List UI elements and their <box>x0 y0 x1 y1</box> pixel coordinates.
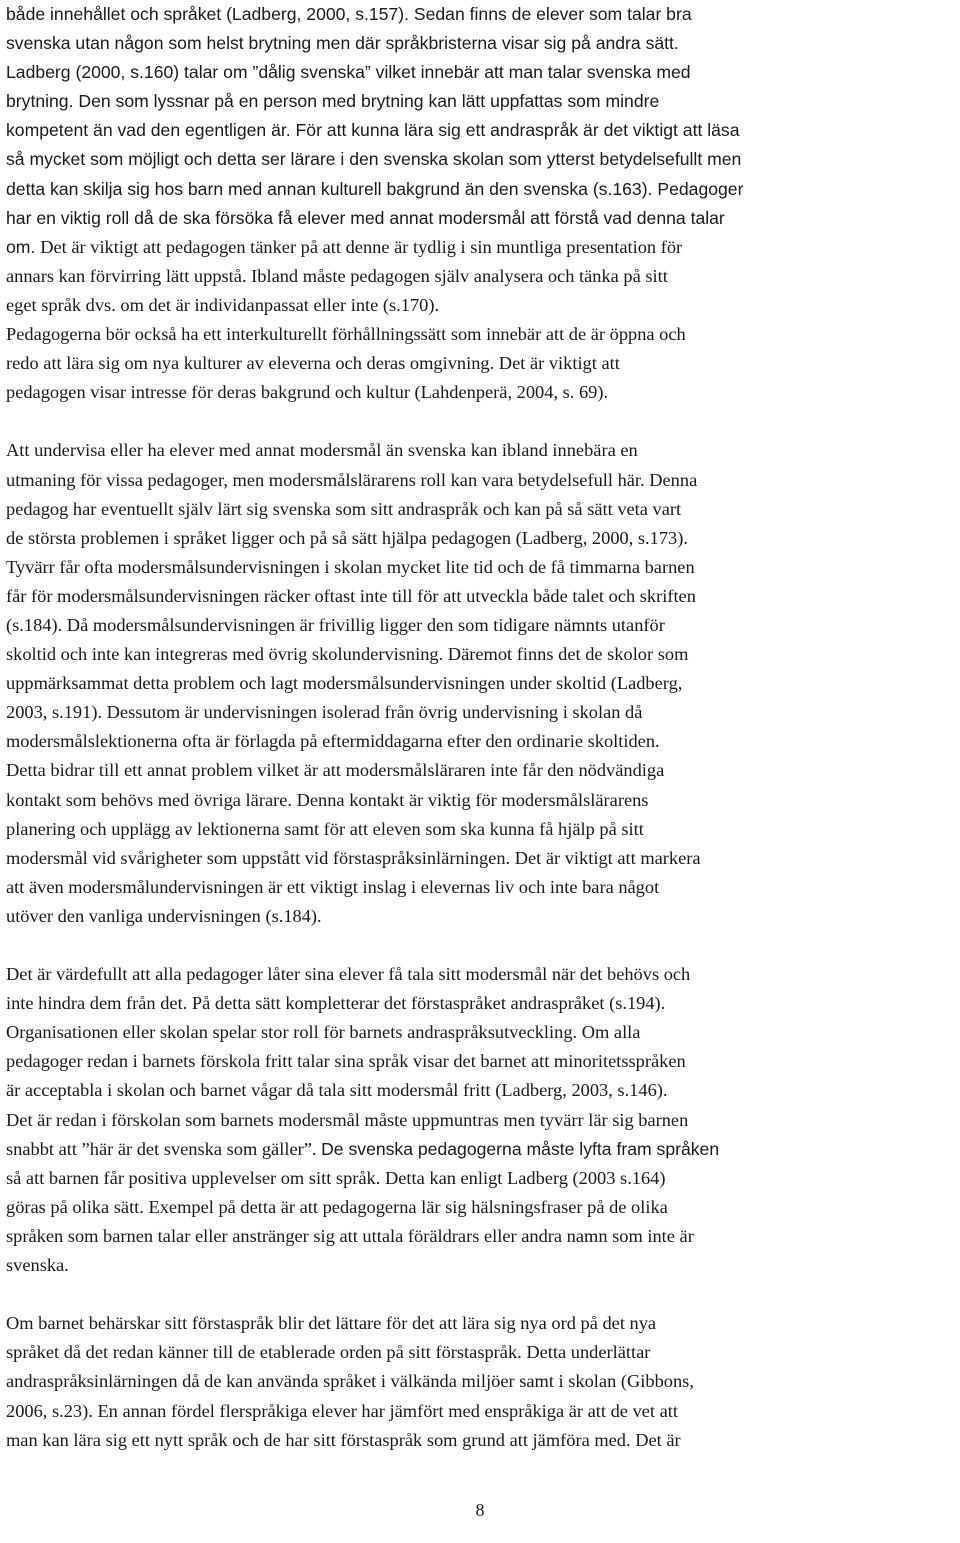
text-segment: Ladberg (2000, s.160) talar om ”dålig svenska” vilket innebär att man talar svenska med <box>6 62 691 83</box>
page-number: 8 <box>475 1500 485 1520</box>
text-segment: språket då det redan känner till de etablerade orden på sitt förstaspråk. Detta underlättar <box>6 1342 651 1363</box>
text-line <box>6 436 960 465</box>
text-line <box>6 0 960 29</box>
text-line <box>6 1222 960 1251</box>
text-line <box>6 349 960 378</box>
text-line <box>6 233 960 262</box>
text-line <box>6 960 960 989</box>
text-line <box>6 320 960 349</box>
paragraph-gap <box>6 1280 960 1309</box>
text-segment: Det är värdefullt att alla pedagoger låter sina elever få tala sitt modersmål när det behövs och <box>6 964 691 985</box>
text-segment: är acceptabla i skolan och barnet vågar då tala sitt modersmål fritt (Ladberg, 2003, s.146). <box>6 1080 668 1101</box>
text-line <box>6 1047 960 1076</box>
text-segment: planering och upplägg av lektionerna samt för att eleven som ska kunna få hjälp på sitt <box>6 818 644 839</box>
text-line <box>6 1251 960 1280</box>
text-line <box>6 1164 960 1193</box>
text-segment: andraspråksinlärningen då de kan använda språket i välkända miljöer samt i skolan (Gibbons, <box>6 1371 694 1392</box>
text-segment: att även modersmålundervisningen är ett viktigt inslag i elevernas liv och inte bara något <box>6 876 660 897</box>
text-segment: uppmärksammat detta problem och lagt modersmålsundervisningen under skoltid (Ladberg, <box>6 673 683 694</box>
text-line <box>6 1076 960 1105</box>
text-segment: redo att lära sig om nya kulturer av eleverna och deras omgivning. Det är viktigt att <box>6 353 620 374</box>
text-line <box>6 727 960 756</box>
text-segment: Pedagogerna bör också ha ett interkulturellt förhållningssätt som innebär att de är öppna och <box>6 324 686 345</box>
text-segment: så att barnen får positiva upplevelser om sitt språk. Detta kan enligt Ladberg (2003 s.164) <box>6 1167 666 1188</box>
text-line <box>6 87 960 116</box>
text-line <box>6 145 960 174</box>
text-line <box>6 291 960 320</box>
text-line <box>6 815 960 844</box>
text-segment: kontakt som behövs med övriga lärare. Denna kontakt är viktig för modersmålslärarens <box>6 789 649 810</box>
text-segment: 2003, s.191). Dessutom är undervisningen isolerad från övrig undervisning i skolan då <box>6 702 643 723</box>
text-segment: De svenska pedagogerna måste lyfta fram språken <box>321 1138 720 1159</box>
paragraph <box>6 960 960 1280</box>
text-line <box>6 524 960 553</box>
paragraph <box>6 0 960 407</box>
text-segment: man kan lära sig ett nytt språk och de har sitt förstaspråk som grund att jämföra med. Det är <box>6 1429 681 1450</box>
text-line <box>6 1367 960 1396</box>
text-line <box>6 29 960 58</box>
text-line <box>6 1397 960 1426</box>
text-segment: snabbt att ”här är det svenska som gäller”. <box>6 1138 322 1159</box>
text-line <box>6 669 960 698</box>
text-segment: Organisationen eller skolan spelar stor roll för barnets andraspråksutveckling. Om alla <box>6 1022 641 1043</box>
text-segment: svenska. <box>6 1255 69 1276</box>
text-line <box>6 1338 960 1367</box>
text-segment: Att undervisa eller ha elever med annat modersmål än svenska kan ibland innebära en <box>6 440 638 461</box>
text-segment: utöver den vanliga undervisningen (s.184). <box>6 905 322 926</box>
text-line <box>6 1135 960 1164</box>
text-segment: utmaning för vissa pedagoger, men modersmålslärarens roll kan vara betydelsefull här. Denna <box>6 469 698 490</box>
text-segment: modersmålslektionerna ofta är förlagda på eftermiddagarna efter den ordinarie skoltiden. <box>6 731 660 752</box>
text-segment: göras på olika sätt. Exempel på detta är att pedagogerna lär sig hälsningsfraser på de olika <box>6 1196 668 1217</box>
text-segment: språken som barnen talar eller anstränger sig att uttala föräldrars eller andra namn som inte är <box>6 1225 694 1246</box>
text-segment: (s.184). Då modersmålsundervisningen är frivillig ligger den som tidigare nämnts utanför <box>6 614 665 635</box>
text-segment: får för modersmålsundervisningen räcker oftast inte till för att utveckla både talet och skriften <box>6 585 696 606</box>
text-segment: både innehållet och språket (Ladberg, 2000, s.157). Sedan finns de elever som talar bra <box>6 4 692 24</box>
text-segment: de största problemen i språket ligger och på så sätt hjälpa pedagogen (Ladberg, 2000, s.173). <box>6 527 688 548</box>
text-line <box>6 378 960 407</box>
text-segment: om. <box>6 236 41 257</box>
text-line <box>6 873 960 902</box>
text-line <box>6 756 960 785</box>
text-segment: modersmål vid svårigheter som uppstått vid förstaspråksinlärningen. Det är viktigt att markera <box>6 847 701 868</box>
text-line <box>6 1309 960 1338</box>
text-line <box>6 902 960 931</box>
text-line <box>6 175 960 204</box>
paragraph <box>6 436 960 931</box>
text-line <box>6 116 960 145</box>
text-line <box>6 495 960 524</box>
text-segment: pedagog har eventuellt själv lärt sig svenska som sitt andraspråk och kan på så sätt veta vart <box>6 498 682 519</box>
text-segment: inte hindra dem från det. På detta sätt kompletterar det förstaspråket andraspråket (s.194). <box>6 993 666 1014</box>
text-segment: brytning. Den som lyssnar på en person med brytning kan lätt uppfattas som mindre <box>6 91 660 112</box>
text-line <box>6 640 960 669</box>
text-segment: 2006, s.23). En annan fördel flerspråkiga elever har jämfört med enspråkiga är att de vet att <box>6 1400 679 1421</box>
text-segment: Om barnet behärskar sitt förstaspråk blir det lättare för det att lära sig nya ord på det nya <box>6 1313 657 1334</box>
text-segment: Det är viktigt att pedagogen tänker på att denne är tydlig i sin muntliga presentation för <box>40 236 683 257</box>
paragraph-gap <box>6 931 960 960</box>
body-text <box>6 0 960 1455</box>
text-segment: pedagogen visar intresse för deras bakgrund och kultur (Lahdenperä, 2004, s. 69). <box>6 382 609 403</box>
text-line <box>6 786 960 815</box>
text-line <box>6 1018 960 1047</box>
text-line <box>6 698 960 727</box>
text-segment: kompetent än vad den egentligen är. För att kunna lära sig ett andraspråk är det viktigt att läsa <box>6 120 740 141</box>
text-line <box>6 582 960 611</box>
text-segment: skoltid och inte kan integreras med övrig skolundervisning. Däremot finns det de skolor som <box>6 644 689 665</box>
text-line <box>6 1193 960 1222</box>
text-line <box>6 466 960 495</box>
text-segment: Det är redan i förskolan som barnets modersmål måste uppmuntras men tyvärr lär sig barnen <box>6 1109 689 1130</box>
text-segment: pedagoger redan i barnets förskola fritt talar sina språk visar det barnet att minoritetsspråken <box>6 1051 686 1072</box>
text-line <box>6 844 960 873</box>
text-segment: svenska utan någon som helst brytning men där språkbristerna visar sig på andra sätt. <box>6 33 679 54</box>
text-line <box>6 989 960 1018</box>
text-line <box>6 58 960 87</box>
text-segment: har en viktig roll då de ska försöka få elever med annat modersmål att förstå vad denna talar <box>6 207 725 228</box>
text-segment: Detta bidrar till ett annat problem vilket är att modersmålsläraren inte får den nödvändiga <box>6 760 665 781</box>
text-line <box>6 553 960 582</box>
text-segment: eget språk dvs. om det är individanpassat eller inte (s.170). <box>6 294 440 315</box>
text-line <box>6 1106 960 1135</box>
paragraph <box>6 1309 960 1454</box>
text-line <box>6 611 960 640</box>
paragraph-gap <box>6 407 960 436</box>
text-line <box>6 262 960 291</box>
text-segment: detta kan skilja sig hos barn med annan kulturell bakgrund än den svenska (s.163). Pedagoger <box>6 178 744 199</box>
text-segment: annars kan förvirring lätt uppstå. Ibland måste pedagogen själv analysera och tänka på sitt <box>6 265 668 286</box>
text-segment: Tyvärr får ofta modersmålsundervisningen i skolan mycket lite tid och de få timmarna barnen <box>6 556 695 577</box>
text-segment: så mycket som möjligt och detta ser lärare i den svenska skolan som ytterst betydelsefullt men <box>6 149 742 170</box>
text-line <box>6 204 960 233</box>
text-line <box>6 1426 960 1455</box>
